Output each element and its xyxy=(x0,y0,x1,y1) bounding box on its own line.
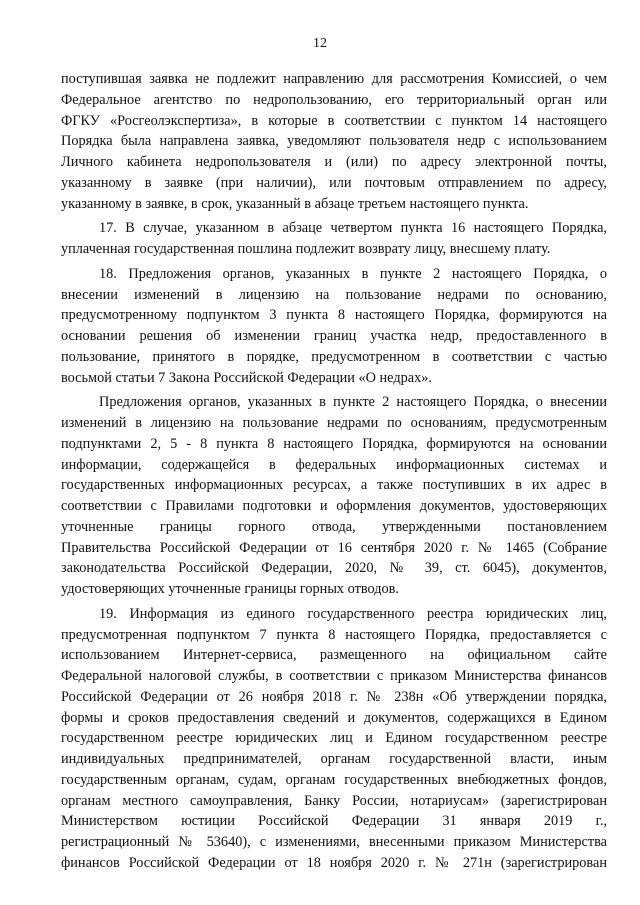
page-number: 12 xyxy=(313,36,327,51)
text-line: основании решения об изменении границ участка недр, предоставленного в xyxy=(61,328,607,344)
text-line: формы и сроков предоставления сведений и документов, содержащихся в Едином xyxy=(61,709,607,726)
text-line: регистрационный № 53640), с изменениями, внесенными приказом Министерства xyxy=(61,834,607,850)
text-line: органам местного самоуправления, Банку России, нотариусам» (зарегистрирован xyxy=(61,792,607,809)
text-line: предусмотренному подпунктом 3 пункта 8 настоящего Порядка, формируются на xyxy=(61,307,607,324)
text-line: уточненные границы горного отвода, утвержденными постановлением xyxy=(61,518,607,535)
text-line: удостоверяющих уточненные границы горных отводов. xyxy=(61,581,400,597)
text-line: государственном реестре юридических лиц и Едином государственном реестре xyxy=(61,730,607,747)
text-line: Порядка была направлена заявка, уведомляют пользователя недр с использованием xyxy=(61,133,607,150)
text-line: Личного кабинета недропользователя и (или) по адресу электронной почты, xyxy=(61,154,607,170)
text-line: использованием Интернет-сервиса, размещенного на официальном сайте xyxy=(61,647,607,664)
text-line: изменений в лицензию на пользование недрами по основаниям, предусмотренным xyxy=(61,415,607,431)
text-line: указанному в заявке, в срок, указанный в абзаце третьем настоящего пункта. xyxy=(61,195,529,212)
paragraph xyxy=(61,218,607,260)
paragraph xyxy=(61,264,607,389)
text-line: государственных информационных ресурсах, а также поступивших в их адрес в xyxy=(61,477,607,494)
text-line: 19. Информация из единого государственного реестра юридических лиц, xyxy=(99,605,607,622)
text-line: пользование, принятого в порядке, предусмотренном в соответствии с частью xyxy=(61,348,607,365)
text-line: информации, содержащейся в федеральных информационных системах и xyxy=(61,456,607,473)
text-line: 17. В случае, указанном в абзаце четвертом пункта 16 настоящего Порядка, xyxy=(99,220,607,237)
text-line: Федеральное агентство по недропользованию, его территориальный орган или xyxy=(61,91,607,108)
text-line: 18. Предложения органов, указанных в пункте 2 настоящего Порядка, о xyxy=(99,265,607,282)
text-line: восьмой статьи 7 Закона Российской Федерации «О недрах». xyxy=(61,369,432,386)
text-line: Федеральной налоговой службы, в соответствии с приказом Министерства финансов xyxy=(61,668,607,684)
text-line: соответствии с Правилами подготовки и оформления документов, удостоверяющих xyxy=(61,498,607,514)
text-line: Министерством юстиции Российской Федерации 31 января 2019 г., xyxy=(61,813,607,830)
text-line: ФГКУ «Росгеолэкспертиза», в которые в соответствии с пунктом 14 настоящего xyxy=(61,112,607,129)
text-line: Правительства Российской Федерации от 16 сентября 2020 г. № 1465 (Собрание xyxy=(61,539,607,556)
paragraph xyxy=(61,392,607,600)
text-line: законодательства Российской Федерации, 2020, № 39, ст. 6045), документов, xyxy=(61,560,607,577)
paragraph xyxy=(61,604,607,874)
text-line: Российской Федерации от 26 ноября 2018 г. № 238н «Об утверждении порядка, xyxy=(61,688,607,705)
text-line: внесении изменений в лицензию на пользование недрами по основанию, xyxy=(61,286,607,303)
text-line: предусмотренная подпунктом 7 пункта 8 настоящего Порядка, предоставляется с xyxy=(61,626,607,643)
text-line: уплаченная государственная пошлина подлежит возврату лицу, внесшему плату. xyxy=(61,241,551,257)
document-body xyxy=(61,69,607,874)
text-line: Предложения органов, указанных в пункте 2 настоящего Порядка, о внесении xyxy=(99,394,607,411)
text-line: поступившая заявка не подлежит направлению для рассмотрения Комиссией, о чем xyxy=(61,71,607,87)
text-line: индивидуальных предпринимателей, органам государственной власти, иным xyxy=(61,751,607,767)
paragraph xyxy=(61,69,607,214)
text-line: указанному в заявке (при наличии), или почтовым отправлением по адресу, xyxy=(61,174,607,191)
text-line: финансов Российской Федерации от 18 ноября 2020 г. № 271н (зарегистрирован xyxy=(61,854,607,871)
text-line: государственным органам, судам, органам государственных внебюджетных фондов, xyxy=(61,771,607,788)
text-line: подпунктами 2, 5 - 8 пункта 8 настоящего Порядка, формируются на основании xyxy=(61,435,607,452)
